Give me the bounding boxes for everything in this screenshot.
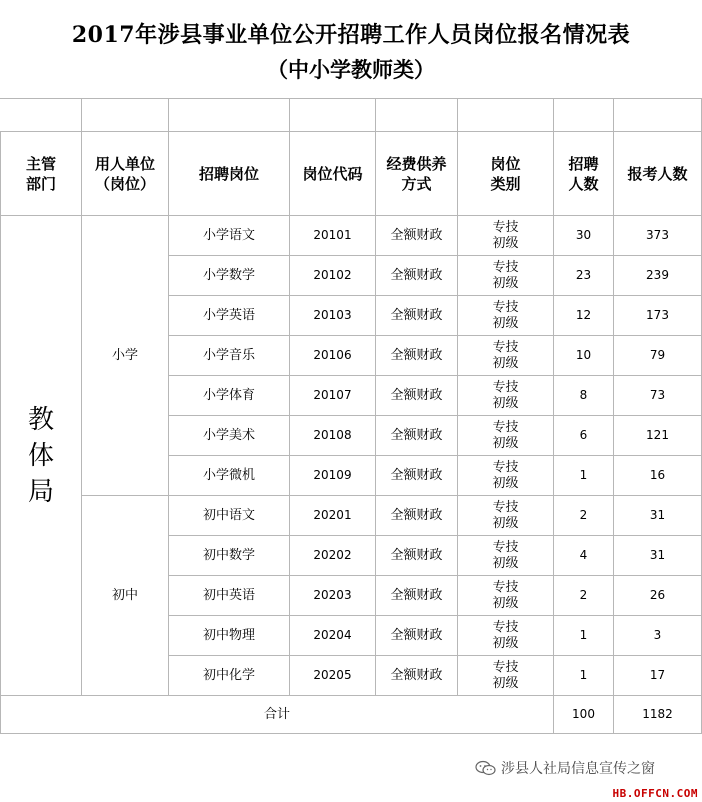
funding-cell: 全额财政 xyxy=(376,536,458,576)
code-cell: 20102 xyxy=(290,256,376,296)
funding-cell: 全额财政 xyxy=(376,416,458,456)
table-row xyxy=(1,216,702,256)
hires-cell: 30 xyxy=(554,216,614,256)
applicants-cell: 121 xyxy=(614,416,702,456)
blank-cell xyxy=(458,99,554,132)
applicants-cell: 26 xyxy=(614,576,702,616)
position-cell: 小学体育 xyxy=(169,376,290,416)
code-cell: 20203 xyxy=(290,576,376,616)
applicants-cell: 73 xyxy=(614,376,702,416)
applicants-cell: 3 xyxy=(614,616,702,656)
position-cell: 小学数学 xyxy=(169,256,290,296)
brand-mark: HB.OFFCN.COM xyxy=(612,787,698,800)
code-cell: 20106 xyxy=(290,336,376,376)
code-cell: 20205 xyxy=(290,656,376,696)
position-cell: 初中物理 xyxy=(169,616,290,656)
funding-cell: 全额财政 xyxy=(376,376,458,416)
blank-cell xyxy=(376,99,458,132)
header-applicants: 报考人数 xyxy=(614,132,702,216)
department-cell: 教 体 局 xyxy=(1,216,82,696)
blank-row xyxy=(1,99,702,132)
header-department: 主管 部门 xyxy=(1,132,82,216)
funding-cell: 全额财政 xyxy=(376,296,458,336)
hires-cell: 8 xyxy=(554,376,614,416)
applicants-cell: 17 xyxy=(614,656,702,696)
funding-cell: 全额财政 xyxy=(376,616,458,656)
category-cell: 专技 初级 xyxy=(458,616,554,656)
funding-cell: 全额财政 xyxy=(376,576,458,616)
unit-cell: 初中 xyxy=(82,496,169,696)
position-cell: 小学微机 xyxy=(169,456,290,496)
hires-cell: 1 xyxy=(554,456,614,496)
category-cell: 专技 初级 xyxy=(458,336,554,376)
position-cell: 小学美术 xyxy=(169,416,290,456)
hires-cell: 6 xyxy=(554,416,614,456)
blank-cell xyxy=(169,99,290,132)
funding-cell: 全额财政 xyxy=(376,456,458,496)
funding-cell: 全额财政 xyxy=(376,256,458,296)
total-row xyxy=(1,696,702,734)
header-code: 岗位代码 xyxy=(290,132,376,216)
header-hires: 招聘 人数 xyxy=(554,132,614,216)
applicants-cell: 16 xyxy=(614,456,702,496)
category-cell: 专技 初级 xyxy=(458,456,554,496)
funding-cell: 全额财政 xyxy=(376,656,458,696)
category-cell: 专技 初级 xyxy=(458,576,554,616)
category-cell: 专技 初级 xyxy=(458,376,554,416)
hires-cell: 10 xyxy=(554,336,614,376)
position-cell: 小学英语 xyxy=(169,296,290,336)
page-title: 2017年涉县事业单位公开招聘工作人员岗位报名情况表 xyxy=(71,22,631,48)
category-cell: 专技 初级 xyxy=(458,536,554,576)
recruitment-table xyxy=(0,98,702,734)
total-label: 合计 xyxy=(1,696,554,734)
header-category: 岗位 类别 xyxy=(458,132,554,216)
funding-cell: 全额财政 xyxy=(376,336,458,376)
hires-cell: 1 xyxy=(554,656,614,696)
watermark xyxy=(475,758,655,778)
hires-cell: 2 xyxy=(554,496,614,536)
wechat-icon xyxy=(475,760,497,776)
table-body xyxy=(1,216,702,696)
code-cell: 20101 xyxy=(290,216,376,256)
header-funding: 经费供养 方式 xyxy=(376,132,458,216)
hires-cell: 1 xyxy=(554,616,614,656)
page-subtitle: （中小学教师类） xyxy=(267,57,435,82)
table-row xyxy=(1,496,702,536)
category-cell: 专技 初级 xyxy=(458,256,554,296)
blank-cell xyxy=(82,99,169,132)
watermark-text: 涉县人社局信息宣传之窗 xyxy=(501,761,655,777)
category-cell: 专技 初级 xyxy=(458,496,554,536)
code-cell: 20202 xyxy=(290,536,376,576)
position-cell: 小学语文 xyxy=(169,216,290,256)
position-cell: 小学音乐 xyxy=(169,336,290,376)
blank-cell xyxy=(1,99,82,132)
funding-cell: 全额财政 xyxy=(376,216,458,256)
code-cell: 20201 xyxy=(290,496,376,536)
header-row xyxy=(1,132,702,216)
header-position: 招聘岗位 xyxy=(169,132,290,216)
blank-cell xyxy=(290,99,376,132)
applicants-cell: 239 xyxy=(614,256,702,296)
applicants-cell: 31 xyxy=(614,536,702,576)
applicants-cell: 79 xyxy=(614,336,702,376)
hires-cell: 23 xyxy=(554,256,614,296)
position-cell: 初中语文 xyxy=(169,496,290,536)
code-cell: 20108 xyxy=(290,416,376,456)
hires-cell: 12 xyxy=(554,296,614,336)
code-cell: 20109 xyxy=(290,456,376,496)
header-unit: 用人单位 （岗位） xyxy=(82,132,169,216)
total-applicants: 1182 xyxy=(614,696,702,734)
title-area xyxy=(0,0,702,99)
applicants-cell: 173 xyxy=(614,296,702,336)
code-cell: 20107 xyxy=(290,376,376,416)
blank-cell xyxy=(614,99,702,132)
blank-cell xyxy=(554,99,614,132)
hires-cell: 2 xyxy=(554,576,614,616)
funding-cell: 全额财政 xyxy=(376,496,458,536)
position-cell: 初中数学 xyxy=(169,536,290,576)
category-cell: 专技 初级 xyxy=(458,296,554,336)
applicants-cell: 31 xyxy=(614,496,702,536)
category-cell: 专技 初级 xyxy=(458,656,554,696)
applicants-cell: 373 xyxy=(614,216,702,256)
hires-cell: 4 xyxy=(554,536,614,576)
position-cell: 初中英语 xyxy=(169,576,290,616)
code-cell: 20204 xyxy=(290,616,376,656)
unit-cell: 小学 xyxy=(82,216,169,496)
code-cell: 20103 xyxy=(290,296,376,336)
category-cell: 专技 初级 xyxy=(458,216,554,256)
total-hires: 100 xyxy=(554,696,614,734)
category-cell: 专技 初级 xyxy=(458,416,554,456)
position-cell: 初中化学 xyxy=(169,656,290,696)
